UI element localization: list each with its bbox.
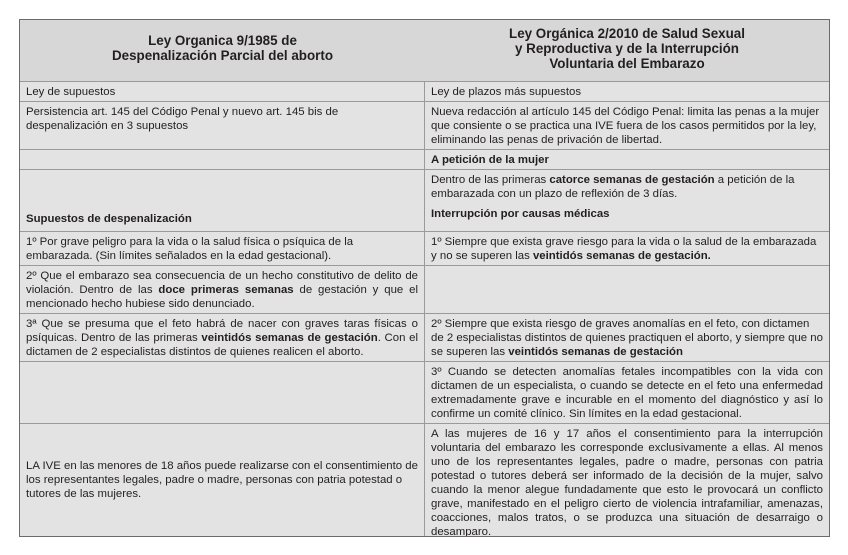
row7-right bbox=[425, 314, 829, 361]
table-row bbox=[20, 101, 829, 149]
header-right-line-3: Voluntaria del Embarazo bbox=[549, 56, 705, 71]
table-row bbox=[20, 149, 829, 169]
table-row bbox=[20, 231, 829, 265]
row8-right: 3º Cuando se detecten anomalías fetales incompatibles con la vida con dictamen de un especialista, o cuando se detecte en el feto una enfermedad extremadamente grave e incurable en el momento del diagnóstico y así lo confirme un comité clínico. Sin límites en la edad gestacional. bbox=[431, 366, 823, 420]
row9-left bbox=[20, 424, 425, 536]
row5-left: 1º Por grave peligro para la vida o la salud física o psíquica de la embarazada. (Sin límites señalados en la edad gestacional). bbox=[20, 232, 425, 265]
row7-left-bold: veintidós semanas de gestación bbox=[201, 332, 378, 344]
header-left-line-1: Ley Organica 9/1985 de bbox=[148, 33, 297, 48]
row5-right-bold: veintidós semanas de gestación. bbox=[532, 250, 711, 262]
header-right-line-2: y Reproductiva y de la Interrupción bbox=[515, 41, 739, 56]
table-row bbox=[20, 423, 829, 536]
row9-left-text: LA IVE en las menores de 18 años puede realizarse con el consentimiento de los representantes legales, padre o madre, personas con patria potestad o tutores de las mujeres. bbox=[26, 460, 418, 500]
table-row bbox=[20, 361, 829, 423]
row6-left bbox=[20, 266, 425, 313]
header-left bbox=[20, 20, 425, 81]
table-row bbox=[20, 313, 829, 361]
row4-right-post: a petición de la embarazada con un plazo de reflexión de 3 días. bbox=[431, 174, 795, 200]
header-left-line-2: Despenalización Parcial del aborto bbox=[111, 48, 334, 63]
row5-right-pre: 1º Siempre que exista grave riesgo para la vida o la salud de la embarazada y no se superen las bbox=[431, 236, 817, 262]
row7-left-post: . Con el dictamen de 2 especialistas distintos de quienes realicen el aborto. bbox=[26, 332, 418, 358]
row4-right-heading: Interrupción por causas médicas bbox=[431, 208, 610, 220]
row6-left-bold: doce primeras semanas bbox=[158, 284, 294, 296]
row3-left bbox=[20, 150, 425, 169]
row4-right-pre: Dentro de las primeras bbox=[431, 174, 550, 186]
table-row bbox=[20, 169, 829, 231]
row1-right: Ley de plazos más supuestos bbox=[431, 86, 582, 98]
row8-left bbox=[20, 362, 425, 423]
table-header bbox=[20, 20, 829, 81]
row4-right-bold: catorce semanas de gestación bbox=[549, 174, 715, 186]
row1-left: Ley de supuestos bbox=[20, 82, 425, 101]
row7-left-pre: 3ª Que se presuma que el feto habrá de nacer con graves taras físicas o psíquicas. Dentro de las primeras bbox=[26, 318, 418, 344]
row6-left-pre: 2º Que el embarazo sea consecuencia de un hecho constitutivo de delito de violación. Dentro de las bbox=[26, 270, 418, 296]
row3-right: A petición de la mujer bbox=[431, 154, 549, 166]
row6-left-post: de gestación y que el mencionado hecho hubiese sido denunciado. bbox=[26, 284, 418, 310]
row7-left bbox=[20, 314, 425, 361]
table-row bbox=[20, 81, 829, 101]
row9-right: A las mujeres de 16 y 17 años el consentimiento para la interrupción voluntaria del embarazo les corresponde exclusivamente a ellas. Al menos uno de los representantes legales, padre o madre, personas con patria potestad o tutores deberá ser informado de la decisión de la mujer, salvo cuando la menor alegue fundadamente que esto le provocará un conflicto grave, manifestado en el peligro cierto de violencia intrafamiliar, amenazas, coacciones, malos tratos, o se produzca una situación de desarraigo o desamparo. bbox=[431, 428, 823, 536]
row4-right-text bbox=[431, 173, 823, 201]
header-right bbox=[425, 20, 829, 81]
row2-right: Nueva redacción al artículo 145 del Código Penal: limita las penas a la mujer que consiente o se practica una IVE fuera de los casos permitidos por la ley, eliminando las penas de privación de libertad. bbox=[431, 106, 820, 146]
row4-right bbox=[425, 170, 829, 231]
comparison-table bbox=[19, 19, 830, 537]
row2-left: Persistencia art. 145 del Código Penal y nuevo art. 145 bis de despenalización en 3 supuestos bbox=[20, 102, 425, 149]
row6-right bbox=[425, 266, 829, 313]
table-row bbox=[20, 265, 829, 313]
row4-left: Supuestos de despenalización bbox=[20, 170, 425, 231]
header-right-line-1: Ley Orgánica 2/2010 de Salud Sexual bbox=[509, 26, 745, 41]
row5-right bbox=[425, 232, 829, 265]
row7-right-bold: veintidós semanas de gestación bbox=[508, 346, 683, 358]
row7-right-pre: 2º Siempre que exista riesgo de graves anomalías en el feto, con dictamen de 2 especialistas distintos de quienes practiquen el aborto, y siempre que no se superen las bbox=[431, 318, 823, 358]
